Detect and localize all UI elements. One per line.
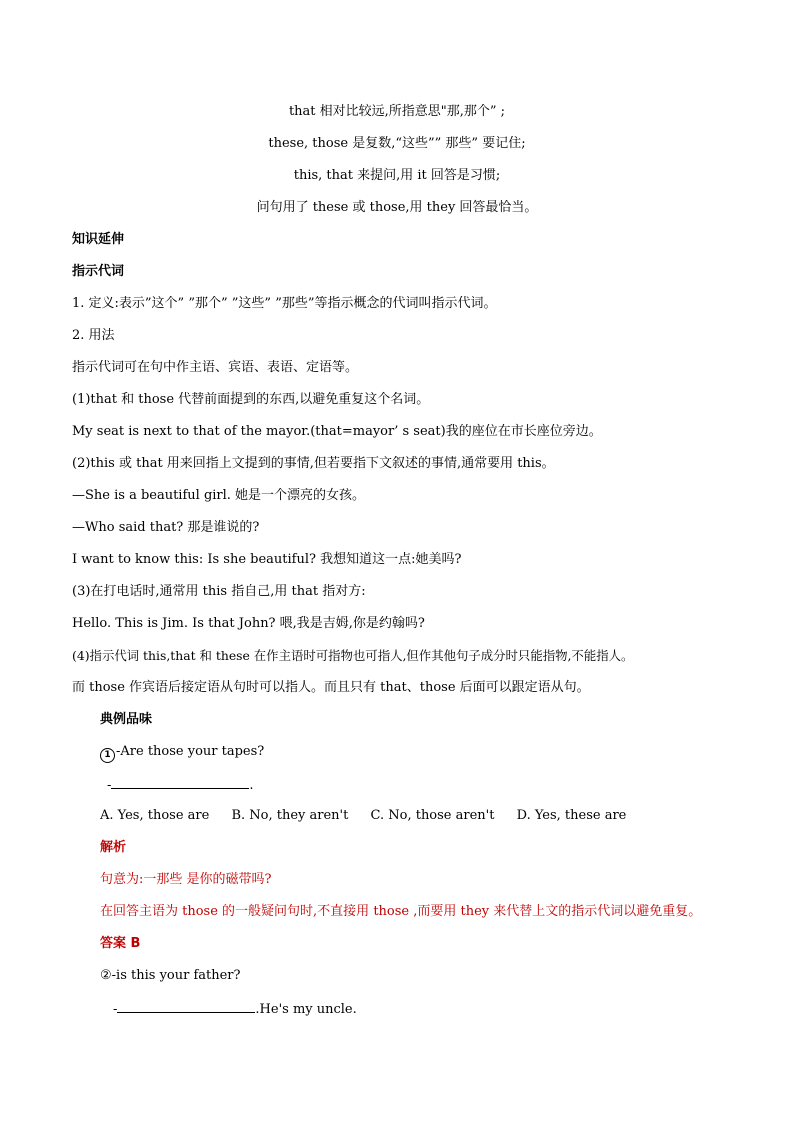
- number-circle-icon: 1: [100, 748, 115, 763]
- question-2: ②-is this your father?: [100, 968, 241, 983]
- question-1-text: -Are those your tapes?: [116, 744, 265, 759]
- rhyme-line-2: these, those 是复数,“这些”” 那些” 要记住;: [268, 136, 526, 151]
- option-c[interactable]: C. No, those aren't: [370, 808, 495, 823]
- blank-line[interactable]: [111, 775, 249, 789]
- analysis-line-1: 句意为:一那些 是你的磁带吗?: [100, 872, 272, 887]
- usage-title: 2. 用法: [72, 328, 115, 343]
- usage-example-2b: —Who said that? 那是谁说的?: [72, 520, 260, 535]
- usage-point-4a: (4)指示代词 this,that 和 these 在作主语时可指物也可指人,但作其他句子成分时只能指物,不能指人。: [72, 648, 634, 663]
- heading-knowledge-extension: 知识延伸: [72, 232, 125, 247]
- blank-line[interactable]: [117, 999, 255, 1013]
- answer-blank-1: [107, 775, 254, 795]
- usage-point-2: (2)this 或 that 用来回指上文提到的事情,但若要指下文叙述的事情,通常要用 this。: [72, 456, 555, 471]
- answer-label: 答案 B: [100, 936, 141, 951]
- usage-example-2a: —She is a beautiful girl. 她是一个漂亮的女孩。: [72, 488, 366, 503]
- usage-point-4b: 而 those 作宾语后接定语从句时可以指人。而且只有 that、those 后面可以跟定语从句。: [72, 680, 590, 695]
- analysis-label: 解析: [100, 840, 127, 855]
- options-row: [100, 807, 644, 825]
- heading-demonstrative-pronouns: 指示代词: [72, 264, 125, 279]
- answer-tail: .He's my uncle.: [255, 1002, 357, 1017]
- answer-dash: -: [113, 1002, 118, 1017]
- usage-example-3: Hello. This is Jim. Is that John? 喂,我是吉姆,你是约翰吗?: [72, 616, 425, 631]
- analysis-line-2: 在回答主语为 those 的一般疑问句时,不直接用 those ,而要用 they 来代替上文的指示代词以避免重复。: [100, 904, 702, 919]
- usage-example-2c: I want to know this: Is she beautiful? 我想知道这一点:她美吗?: [72, 552, 462, 567]
- usage-intro: 指示代词可在句中作主语、宾语、表语、定语等。: [72, 360, 359, 375]
- rhyme-line-1: that 相对比较远,所指意思"那,那个” ;: [288, 104, 506, 119]
- option-b[interactable]: B. No, they aren't: [231, 808, 349, 823]
- answer-period: .: [249, 778, 254, 793]
- usage-point-1: (1)that 和 those 代替前面提到的东西,以避免重复这个名词。: [72, 392, 430, 407]
- option-a[interactable]: A. Yes, those are: [100, 808, 210, 823]
- question-1: [100, 743, 264, 763]
- usage-point-3: (3)在打电话时,通常用 this 指自己,用 that 指对方:: [72, 584, 366, 599]
- example-heading: 典例品味: [100, 712, 153, 727]
- answer-dash: -: [107, 778, 112, 793]
- definition-text: 1. 定义:表示”这个” ”那个” ”这些” ”那些”等指示概念的代词叫指示代词。: [72, 296, 497, 311]
- rhyme-line-3: this, that 来提问,用 it 回答是习惯;: [293, 168, 501, 183]
- answer-blank-2: [113, 999, 357, 1019]
- rhyme-line-4: 问句用了 these 或 those,用 they 回答最恰当。: [256, 200, 538, 215]
- option-d[interactable]: D. Yes, these are: [516, 808, 627, 823]
- usage-example-1: My seat is next to that of the mayor.(that=mayor’ s seat)我的座位在市长座位旁边。: [72, 424, 602, 439]
